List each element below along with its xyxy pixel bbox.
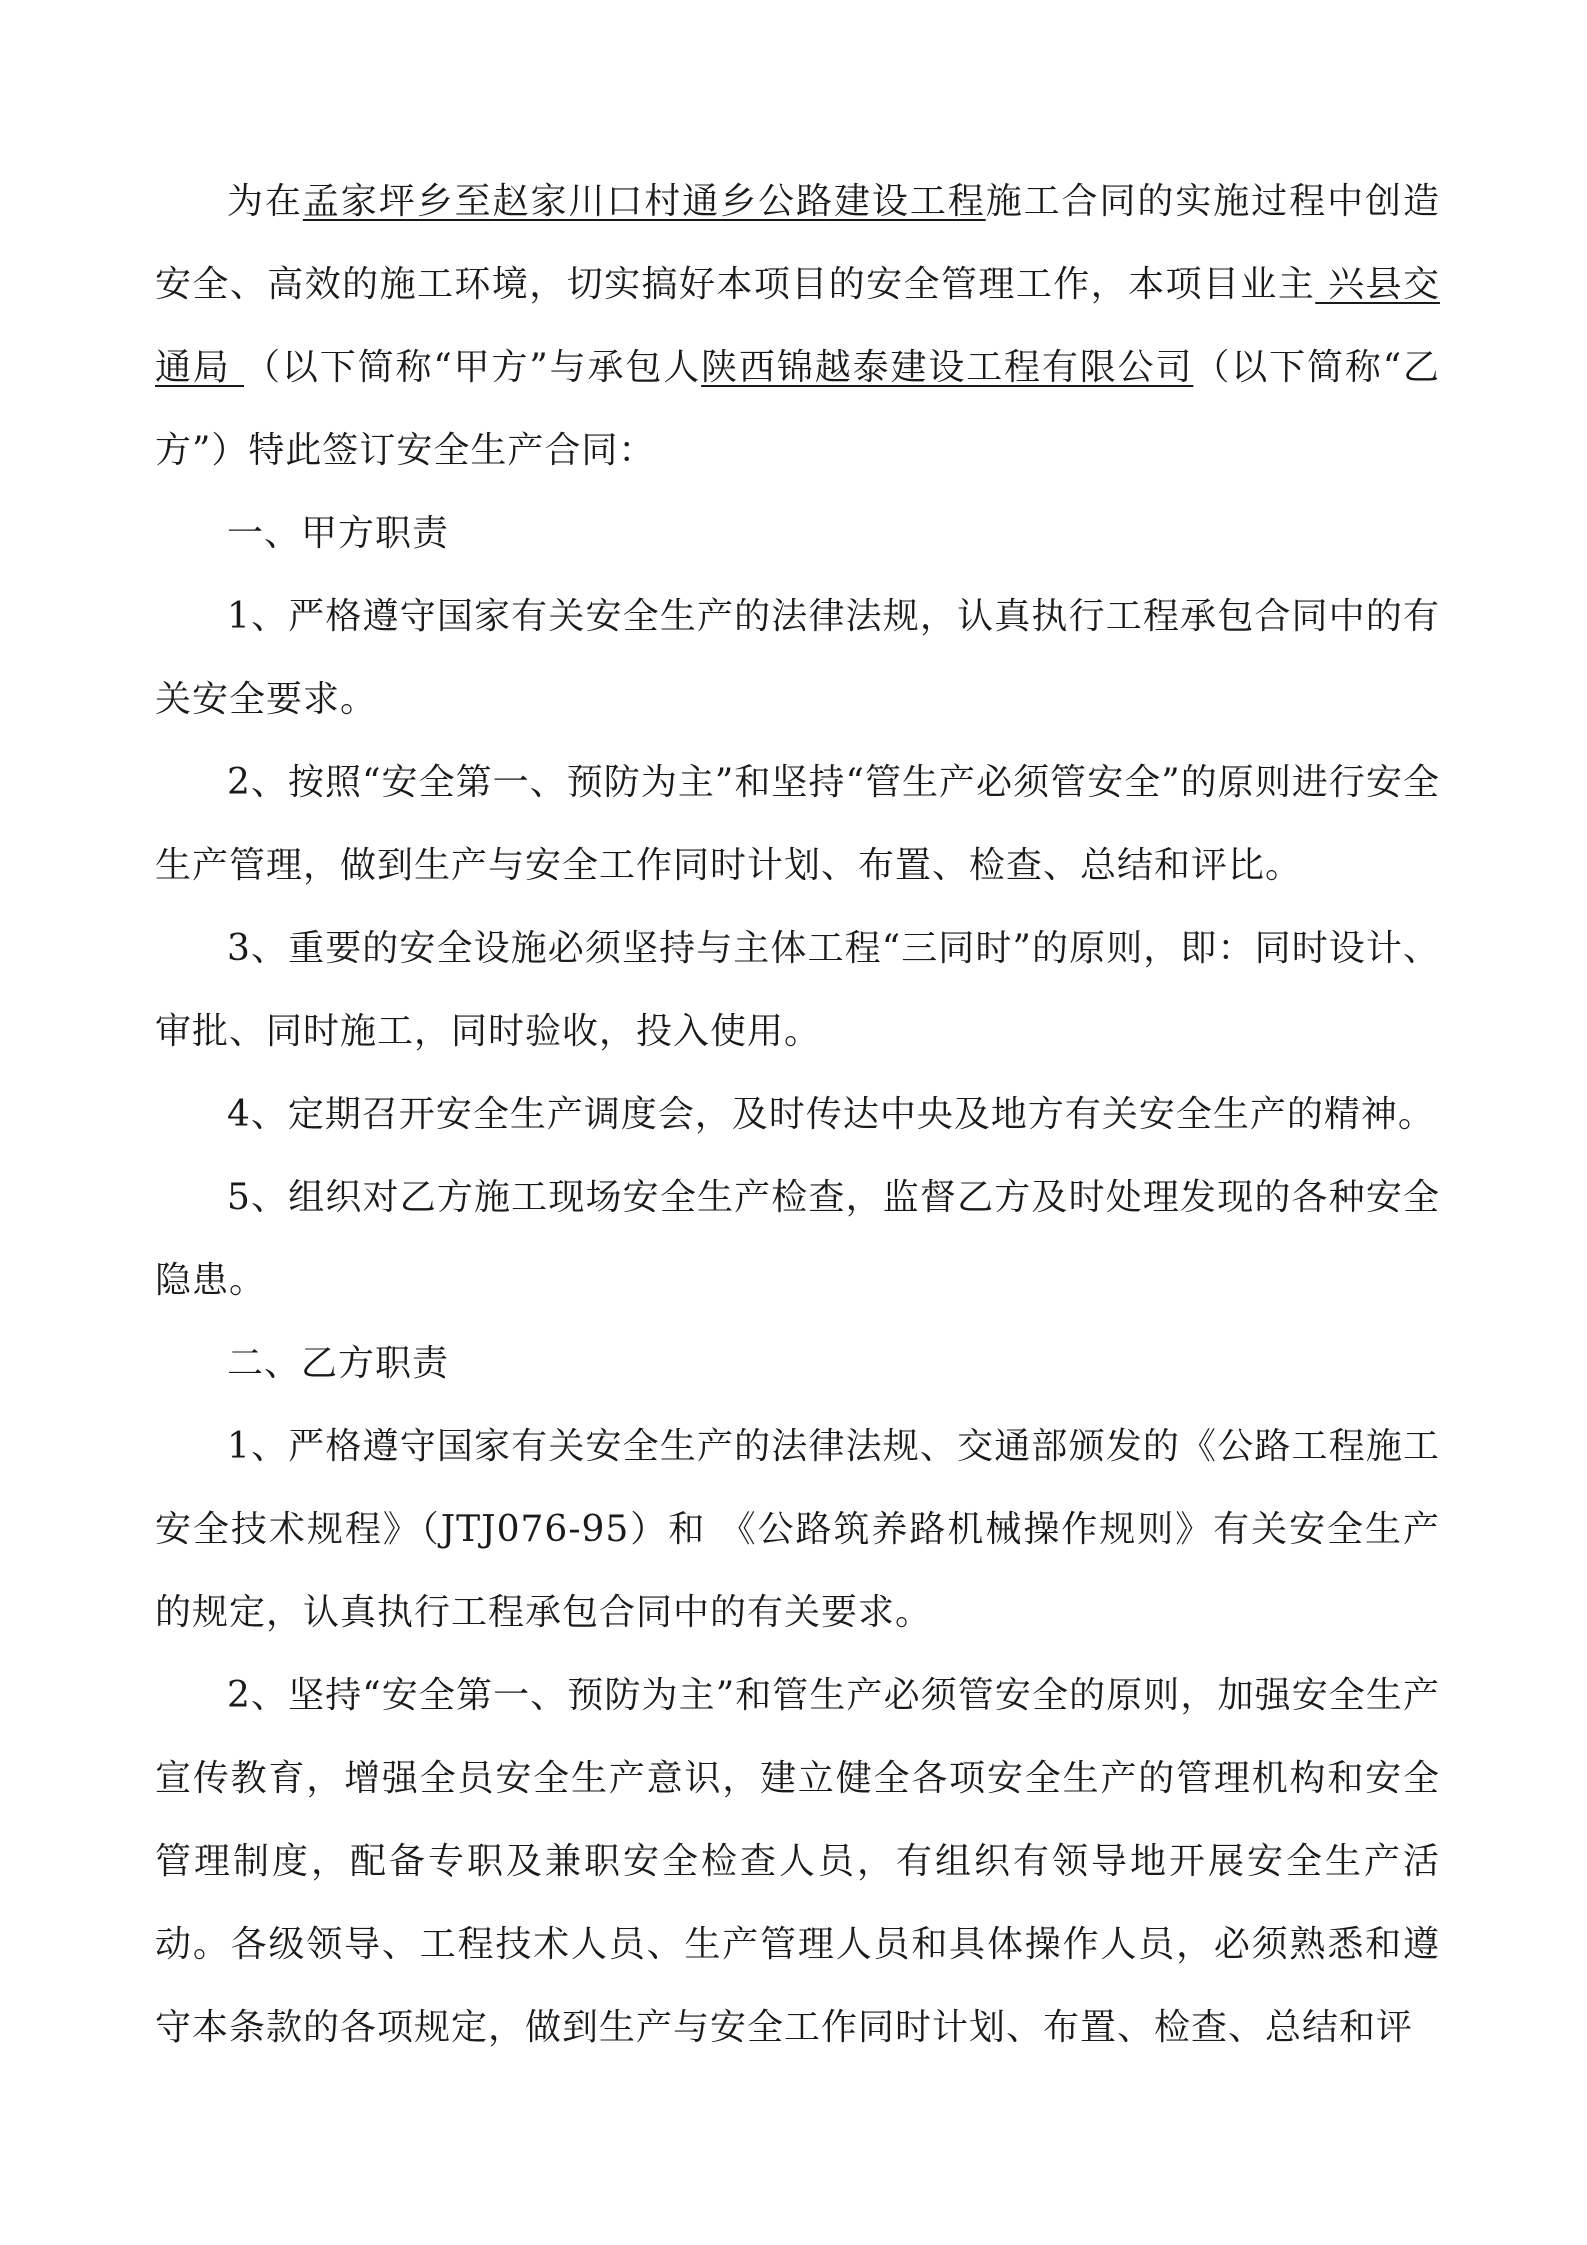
owner-name: 兴县交通局 bbox=[155, 264, 1440, 388]
party-a-item: 2、按照“安全第一、预防为主”和坚持“管生产必须管安全”的原则进行安全生产管理，做到生产与安全工作同时计划、布置、检查、总结和评比。 bbox=[155, 762, 1440, 886]
document-page bbox=[155, 160, 1440, 2069]
intro-text-2: 施工合同的实施过程中创造安全、高效的施工环境，切实搞好本项目的安全管理工作，本项目业主 bbox=[155, 181, 1440, 305]
party-a-item: 1、严格遵守国家有关安全生产的法律法规，认真执行工程承包合同中的有关安全要求。 bbox=[155, 596, 1440, 720]
intro-text-1: 为在 bbox=[227, 181, 303, 222]
party-a-item: 3、重要的安全设施必须坚持与主体工程“三同时”的原则，即：同时设计、审批、同时施工，同时验收，投入使用。 bbox=[155, 928, 1440, 1052]
section-heading-party-a: 一、甲方职责 bbox=[227, 513, 450, 554]
contractor-name: 陕西锦越泰建设工程有限公司 bbox=[701, 347, 1194, 388]
intro-text-4: （以下简称“乙方”）特此签订安全生产合同： bbox=[155, 347, 1440, 471]
party-a-item: 5、组织对乙方施工现场安全生产检查，监督乙方及时处理发现的各种安全隐患。 bbox=[155, 1177, 1440, 1301]
party-b-item: 1、严格遵守国家有关安全生产的法律法规、交通部颁发的《公路工程施工安全技术规程》（JTJ076-95）和 《公路筑养路机械操作规则》有关安全生产的规定，认真执行工程承包合同中的有关要求。 bbox=[155, 1426, 1440, 1633]
party-b-item: 2、坚持“安全第一、预防为主”和管生产必须管安全的原则，加强安全生产宣传教育，增强全员安全生产意识，建立健全各项安全生产的管理机构和安全管理制度，配备专职及兼职安全检查人员，有组织有领导地开展安全生产活动。各级领导、工程技术人员、生产管理人员和具体操作人员，必须熟悉和遵守本条款的各项规定，做到生产与安全工作同时计划、布置、检查、总结和评 bbox=[155, 1675, 1440, 2048]
project-name: 孟家坪乡至赵家川口村通乡公路建设工程 bbox=[302, 181, 986, 222]
party-a-item: 4、定期召开安全生产调度会，及时传达中央及地方有关安全生产的精神。 bbox=[227, 1094, 1435, 1135]
intro-paragraph bbox=[155, 160, 1440, 492]
intro-text-3: （以下简称“甲方”与承包人 bbox=[244, 347, 702, 388]
section-heading-party-b: 二、乙方职责 bbox=[227, 1343, 450, 1384]
